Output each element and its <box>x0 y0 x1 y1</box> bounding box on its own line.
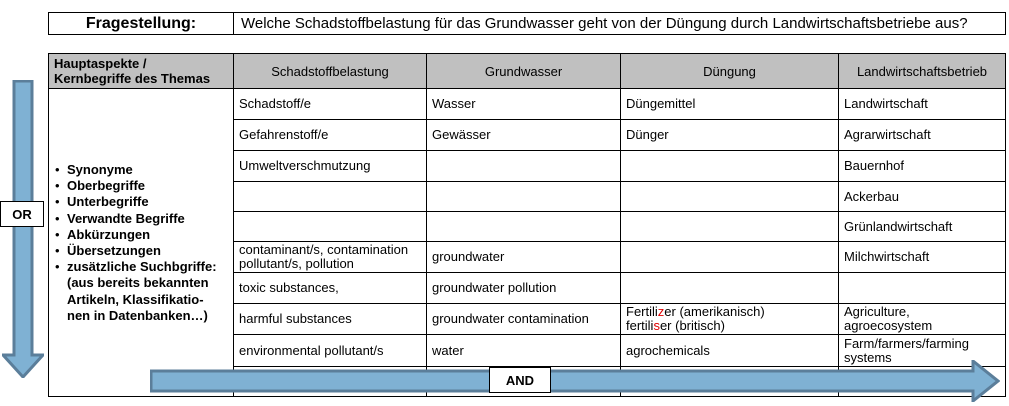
header-grundwasser: Grundwasser <box>427 54 621 89</box>
header-schadstoffbelastung: Schadstoffbelastung <box>234 54 427 89</box>
cell-text: Grünlandwirtschaft <box>844 218 953 234</box>
aspect-item: • zusätzliche Suchbgriffe: <box>55 259 217 275</box>
cell-text: Ackerbau <box>844 188 899 204</box>
table-cell-betrieb <box>839 304 1005 335</box>
header-line-2: Kernbegriffe des Themas <box>54 71 211 86</box>
question-label: Fragestellung: <box>49 13 234 34</box>
table-cell-betrieb <box>839 89 1005 120</box>
aspect-item: • Verwandte Begriffe <box>55 211 217 227</box>
aspect-note: Artikeln, Klassifikatio- <box>67 291 204 307</box>
cell-text: Umweltverschmutzung <box>239 158 371 173</box>
aspect-note: nen in Datenbanken…) <box>67 307 208 323</box>
cell-text: Landwirtschaft <box>844 96 928 111</box>
cell-text: Fertilizer (amerikanisch) fertiliser (britisch) <box>626 304 765 333</box>
table-cell-duengung <box>621 242 839 273</box>
table-cell-betrieb <box>839 273 1005 304</box>
and-operator-label: AND <box>489 367 551 393</box>
cell-text: Schadstoff/e <box>239 96 312 111</box>
aspect-item: • Abkürzungen <box>55 227 217 243</box>
table-cell-grundwasser <box>427 242 621 273</box>
cell-text: Agrarwirtschaft <box>844 127 931 142</box>
cell-text: water <box>432 342 464 358</box>
cell-text: Wasser <box>432 96 476 111</box>
cell-text: harmful substances <box>239 311 352 326</box>
aspect-item: • Oberbegriffe <box>55 178 217 194</box>
table-cell-duengung <box>621 89 839 120</box>
table-cell-grundwasser <box>427 89 621 120</box>
table-cell-betrieb <box>839 151 1005 182</box>
search-terms-table <box>48 53 1006 397</box>
table-cell-schadstoff <box>234 273 427 304</box>
cell-text: Gewässer <box>432 127 491 142</box>
header-line-1: Hauptaspekte / <box>54 56 147 71</box>
cell-text: Dünger <box>626 127 669 142</box>
cell-text: environmental pollutant/s <box>239 342 384 358</box>
table-cell-schadstoff <box>234 182 427 212</box>
aspect-item: • Synonyme <box>55 162 217 178</box>
table-cell-duengung <box>621 182 839 212</box>
table-cell-grundwasser <box>427 304 621 335</box>
table-cell-betrieb <box>839 212 1005 242</box>
aspect-item: • Unterbegriffe <box>55 194 217 210</box>
table-cell-duengung <box>621 273 839 304</box>
header-landwirtschaftsbetrieb: Landwirtschaftsbetrieb <box>839 54 1005 89</box>
table-cell-schadstoff <box>234 89 427 120</box>
cell-text: Milchwirtschaft <box>844 249 930 264</box>
cell-text: groundwater contamination <box>432 311 589 326</box>
cell-text: Düngemittel <box>626 96 696 111</box>
table-cell-duengung <box>621 304 839 335</box>
question-box <box>48 12 1006 35</box>
or-operator-label: OR <box>0 201 44 227</box>
table-cell-betrieb <box>839 242 1005 273</box>
question-text: Welche Schadstoffbelastung für das Grundwasser geht von der Düngung durch Landwirtschaftsbetriebe aus? <box>241 15 968 32</box>
table-cell-duengung <box>621 120 839 151</box>
table-cell-grundwasser <box>427 182 621 212</box>
cell-text: groundwater pollution <box>432 280 557 295</box>
table-cell-grundwasser <box>427 120 621 151</box>
aspect-list <box>55 162 217 324</box>
header-duengung: Düngung <box>621 54 839 89</box>
cell-text: Bauernhof <box>844 158 904 173</box>
aspect-description-cell <box>49 89 234 396</box>
cell-text: Gefahrenstoff/e <box>239 127 329 142</box>
right-arrow-icon <box>150 360 1000 402</box>
table-cell-grundwasser <box>427 151 621 182</box>
cell-text: contaminant/s, contamination pollutant/s, pollution <box>239 242 409 271</box>
cell-text: Agriculture, agroecosystem <box>844 304 933 333</box>
down-arrow-icon <box>2 80 44 378</box>
cell-text: groundwater <box>432 249 505 264</box>
table-cell-schadstoff <box>234 120 427 151</box>
cell-text: Farm/farmers/farming systems <box>844 335 969 365</box>
table-cell-duengung <box>621 151 839 182</box>
table-cell-betrieb <box>839 182 1005 212</box>
cell-text: agrochemicals <box>626 342 710 358</box>
table-cell-grundwasser <box>427 212 621 242</box>
table-cell-schadstoff <box>234 151 427 182</box>
table-cell-duengung <box>621 212 839 242</box>
aspect-item: • Übersetzungen <box>55 243 217 259</box>
header-main-aspects <box>49 54 234 89</box>
aspect-note: (aus bereits bekannten <box>67 275 209 291</box>
table-cell-betrieb <box>839 120 1005 151</box>
table-cell-schadstoff <box>234 212 427 242</box>
table-cell-schadstoff <box>234 304 427 335</box>
table-cell-grundwasser <box>427 273 621 304</box>
table-cell-schadstoff <box>234 242 427 273</box>
cell-text: toxic substances, <box>239 280 339 295</box>
